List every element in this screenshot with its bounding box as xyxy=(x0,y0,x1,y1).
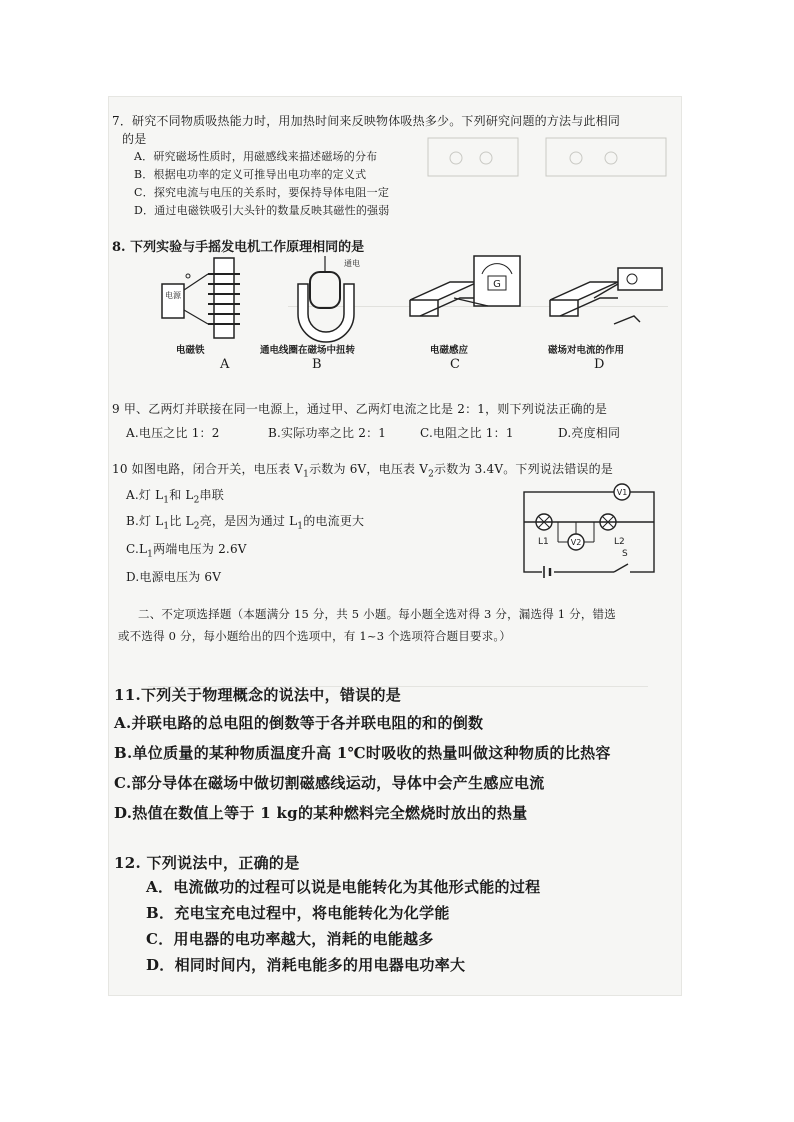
q12-option-d: D．相同时间内，消耗电能多的用电器电功率大 xyxy=(146,956,466,974)
q7-stem: 7．研究不同物质吸热能力时，用加热时间来反映物体吸热多少。下列研究问题的方法与此相同 xyxy=(112,114,621,128)
q11-option-a: A.并联电路的总电阻的倒数等于各并联电阻的和的倒数 xyxy=(114,714,484,732)
q8-stem: 8. 下列实验与手摇发电机工作原理相同的是 xyxy=(112,240,365,255)
q12-option-b: B．充电宝充电过程中，将电能转化为化学能 xyxy=(146,904,450,922)
q11-option-b: B.单位质量的某种物质温度升高 1℃时吸收的热量叫做这种物质的比热容 xyxy=(114,744,611,762)
q12-stem: 12. 下列说法中，正确的是 xyxy=(114,854,300,872)
induction-figure xyxy=(410,256,520,316)
q7-stem-cont: 的是 xyxy=(122,132,147,146)
q7-option-d: D．通过电磁铁吸引大头针的数量反映其磁性的强弱 xyxy=(134,204,390,217)
switch-label: S xyxy=(622,549,628,559)
q11-option-c: C.部分导体在磁场中做切割磁感线运动，导体中会产生感应电流 xyxy=(114,774,545,792)
q8-figures xyxy=(148,254,668,354)
l2-label: L2 xyxy=(614,537,625,547)
electromagnet-figure xyxy=(162,258,240,338)
figure-c-letter: C xyxy=(450,357,460,372)
q7-option-b: B．根据电功率的定义可推导出电功率的定义式 xyxy=(134,168,367,181)
figure-a-letter: A xyxy=(220,357,230,372)
v1-label: V1 xyxy=(616,488,628,497)
figure-a-caption: 电磁铁 xyxy=(176,345,205,356)
q10-circuit xyxy=(518,482,668,582)
section2-note: 或不选得 0 分，每小题给出的四个选项中，有 1~3 个选项符合题目要求。） xyxy=(118,629,512,643)
q7-option-c: C．探究电流与电压的关系时，要保持导体电阻一定 xyxy=(134,186,390,199)
v2-label: V2 xyxy=(570,538,582,547)
q10-option-d: D.电源电压为 6V xyxy=(126,570,222,584)
figure-c-label: G xyxy=(493,279,501,290)
q9-option-a: A.电压之比 1：2 xyxy=(126,426,220,440)
figure-a-label: 电源 xyxy=(165,291,181,300)
bleed-through-diagram xyxy=(426,134,676,184)
q10-option-b: B.灯 $L_1$比 $L_2$亮，是因为通过 $L_1$的电流更大 xyxy=(126,514,365,532)
q10-option-a: A.灯 $L_1$和 $L_2$串联 xyxy=(126,488,224,506)
l1-label: L1 xyxy=(538,537,549,547)
q11-option-d: D.热值在数值上等于 1 kg的某种燃料完全燃烧时放出的热量 xyxy=(114,804,528,822)
figure-b-letter: B xyxy=(312,357,322,372)
q9-stem: 9 甲、乙两灯并联接在同一电源上，通过甲、乙两灯电流之比是 2：1，则下列说法正确的是 xyxy=(112,402,608,416)
section2-heading: 二、不定项选择题（本题满分 15 分，共 5 小题。每小题全选对得 3 分，漏选得 1 分，错选 xyxy=(138,607,616,621)
q12-option-a: A．电流做功的过程可以说是电能转化为其他形式能的过程 xyxy=(146,878,541,896)
figure-d-letter: D xyxy=(594,357,605,372)
figure-b-label: 通电 xyxy=(344,259,360,268)
exam-page xyxy=(108,96,682,996)
figure-b-caption: 通电线圈在磁场中扭转 xyxy=(260,345,356,356)
figure-c-caption: 电磁感应 xyxy=(430,345,469,356)
q9-option-c: C.电阻之比 1：1 xyxy=(420,426,514,440)
q12-option-c: C．用电器的电功率越大，消耗的电能越多 xyxy=(146,930,434,948)
q7-option-a: A．研究磁场性质时，用磁感线来描述磁场的分布 xyxy=(134,150,378,163)
q9-option-b: B.实际功率之比 2：1 xyxy=(268,426,387,440)
q11-stem: 11.下列关于物理概念的说法中，错误的是 xyxy=(114,686,402,704)
q10-option-c: $C.L_1$两端电压为 2.6V xyxy=(126,542,247,560)
force-on-current-figure xyxy=(550,268,662,324)
rotating-coil-figure xyxy=(298,256,360,342)
q9-option-d: D.亮度相同 xyxy=(558,426,621,440)
q10-stem: 10 如图电路，闭合开关，电压表 $V_1$示数为 6V，电压表 $V_2$示数为 3.4V。下列说法错误的是 xyxy=(112,462,614,480)
figure-d-caption: 磁场对电流的作用 xyxy=(548,345,625,356)
